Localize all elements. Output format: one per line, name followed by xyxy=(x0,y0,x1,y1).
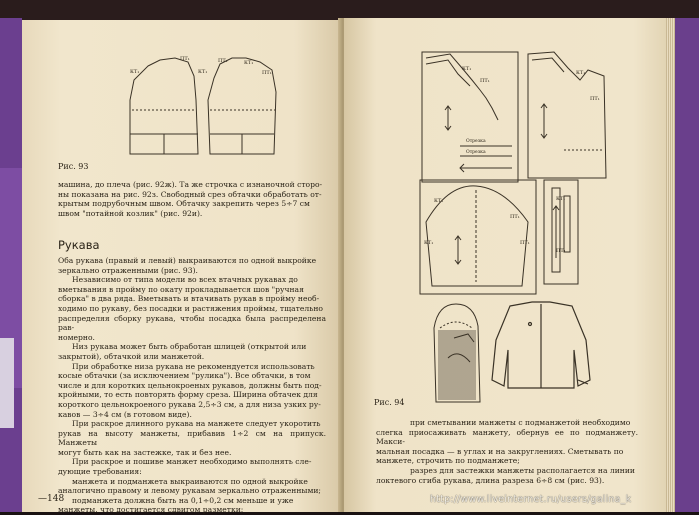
figure-94-mark: ПТ₁ xyxy=(590,96,600,102)
book-cover-left xyxy=(0,18,22,512)
text-line: разрез для застежки манжеты располагается на линии xyxy=(410,465,635,475)
watermark-url: http://www.liveinternet.ru/users/galina_k xyxy=(430,494,632,505)
text-line: мальная посадка — в углах и на закруглениях. Сметывать по xyxy=(376,446,624,456)
figure-94-mark: Отрезка xyxy=(466,139,486,144)
text-line: Низ рукава может быть обработан шлицей (открытой или xyxy=(72,342,307,352)
figure-94-cuff-detail xyxy=(428,298,486,406)
figure-94-mark: КТ₁ xyxy=(576,70,586,76)
text-line: числе и для коротких цельнокроеных рукавов, должны быть под- xyxy=(58,380,322,390)
figure-94-bodice-back xyxy=(524,50,610,182)
text-line: ны показана на рис. 92з. Свободный срез обтачки обработать от- xyxy=(58,189,322,199)
text-line: зеркально отраженными (рис. 93). xyxy=(58,265,198,275)
figure-93-caption: Рис. 93 xyxy=(58,162,89,171)
figure-94-jacket xyxy=(490,300,594,392)
text-line: косые обтачки (за исключением "рулика"). Все обтачки, в том xyxy=(58,371,311,381)
text-line: манжета и подманжета выкраиваются по одной выкройке xyxy=(72,476,308,486)
figure-94-mark: КТ₁ xyxy=(434,198,444,204)
text-line: слегка приосаживать манжету, обернув ее по подманжету. Макси- xyxy=(376,427,638,447)
text-line: манжеты, что достигается сдвигом разметки; xyxy=(58,505,244,515)
text-line: аналогично правому и левому рукавам зеркально отраженными; xyxy=(58,486,321,496)
figure-93-mark: КТ₁ xyxy=(198,69,208,75)
text-line: крытым подрубочным швом. Обтачку закрепить через 5÷7 см xyxy=(58,199,310,209)
figure-93-mark: КТ₁ xyxy=(130,69,140,75)
figure-93-mark: ПТ₁ xyxy=(218,58,228,64)
text-line: швом "потайной козлик" (рис. 92и). xyxy=(58,208,203,218)
cover-sticker xyxy=(0,338,14,428)
figure-94-mark: ПТ₁ xyxy=(480,78,490,84)
text-line: локтевого сгиба рукава, длина разреза 6÷8 см (рис. 93). xyxy=(376,475,605,485)
figure-93-pattern xyxy=(120,50,290,158)
text-line: При раскрое и пошиве манжет необходимо выполнять сле- xyxy=(72,457,312,467)
intro-paragraph xyxy=(58,180,326,218)
text-line: при сметывании манжеты с подманжетой необходимо xyxy=(410,418,631,427)
figure-94-mark: КТ₁ xyxy=(556,196,566,202)
text-line: дующие требования: xyxy=(58,467,142,477)
figure-94-sleeve xyxy=(418,178,538,296)
text-line: распределяя сборку рукава, чтобы посадка была распределена рав- xyxy=(58,313,326,333)
body-text xyxy=(376,418,638,485)
text-line: Независимо от типа модели во всех втачных рукавах до xyxy=(72,275,298,285)
right-page xyxy=(344,18,666,512)
figure-94-mark: ПТ₁ xyxy=(556,248,566,254)
page-number: —148 xyxy=(38,494,65,504)
text-line: Оба рукава (правый и левый) выкраиваются по одной выкройке xyxy=(58,256,317,265)
text-line: кавов — 3÷4 см (в готовом виде). xyxy=(58,409,192,419)
text-line: номерно. xyxy=(58,332,95,342)
text-line: манжете, строчить по подманжете; xyxy=(376,456,520,466)
figure-93-mark: ПТ₁ xyxy=(180,56,190,62)
figure-94-mark: Отрезка xyxy=(466,150,486,155)
figure-93-mark: ПТ₁ xyxy=(262,70,272,76)
text-line: рукав на высоту манжеты, прибавив 1÷2 см на припуск. Манжеты xyxy=(58,428,326,448)
text-line: могут быть как на застежке, так и без нее. xyxy=(58,447,232,457)
figure-94-caption: Рис. 94 xyxy=(374,398,405,407)
text-line: машина, до плеча (рис. 92ж). Та же строчка с изнаночной сторо- xyxy=(58,180,323,189)
text-line: ходимо по рукаву, без посадки и растяжения проймы, тщательно xyxy=(58,303,323,313)
text-line: подманжета должна быть на 0,1÷0,2 см меньше и уже xyxy=(72,495,294,505)
figure-93-mark: КТ₁ xyxy=(244,60,254,66)
page-edges xyxy=(665,18,675,512)
section-heading: Рукава xyxy=(58,238,100,252)
text-line: короткого цельнокроеного рукава 2,5÷3 см, а для низа узких ру- xyxy=(58,399,321,409)
text-line: При обработке низа рукава не рекомендуется использовать xyxy=(72,361,315,371)
text-line: закрытой), обтачкой или манжетой. xyxy=(58,351,205,361)
body-text xyxy=(58,256,326,515)
book-cover-right xyxy=(665,18,699,512)
figure-94-mark: ПТ₁ xyxy=(520,240,530,246)
figure-94-mark: КТ₁ xyxy=(462,66,472,72)
text-line: вметывания в пройму по окату прокладывается шов "ручная xyxy=(58,284,304,294)
text-line: кройными, то есть повторять форму среза. Ширина обтачек для xyxy=(58,390,318,400)
figure-94-cuff-strips xyxy=(542,178,580,286)
figure-94-mark: ПТ₁ xyxy=(510,214,520,220)
text-line: сборка" в два ряда. Вметывать и втачивать рукав в пройму необ- xyxy=(58,294,320,304)
text-line: При раскрое длинного рукава на манжете следует укоротить xyxy=(72,419,321,429)
figure-94-mark: КТ₁ xyxy=(424,240,434,246)
left-page xyxy=(22,20,342,515)
